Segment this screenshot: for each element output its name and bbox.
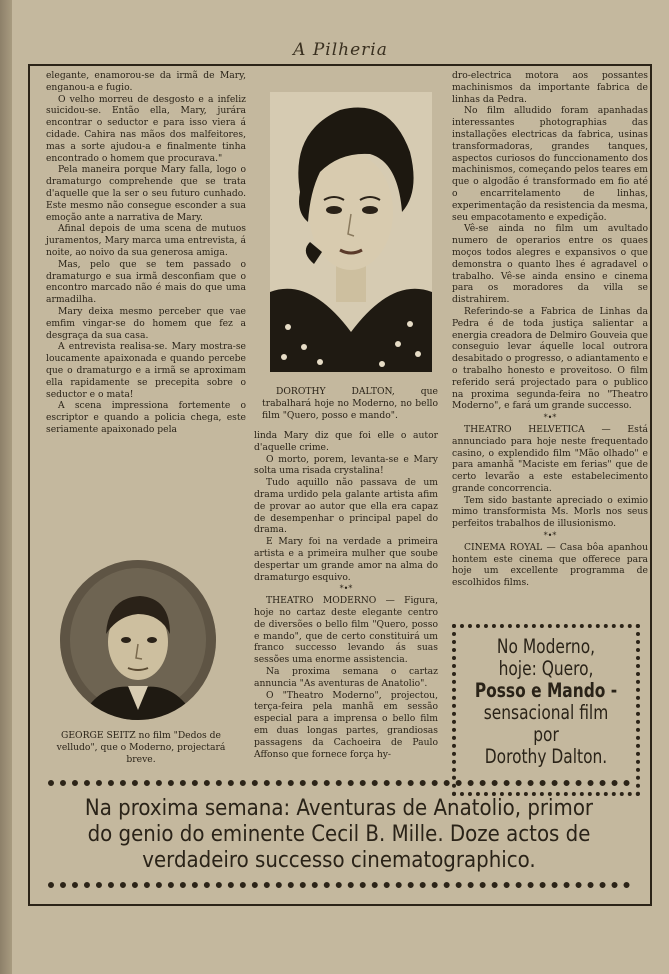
paragraph: No film alludido foram apanhadas interessantes photographias das installações electricas da fabrica, usinas transformadoras, grandes tanques, aspectos curiosos do funccionamento dos machinismos, começando pelos teares em que o algodão é transformado em fio até o encarritelamento de linhas, experimentação da resistencia da mesma, seu empacotamento e expedição.: [452, 105, 648, 223]
next-week-banner: [48, 780, 630, 888]
paragraph: E Mary foi na verdade a primeira artista e a primeira mulher que soube despertar um grande amor na alma do dramaturgo esquivo.: [254, 536, 438, 583]
article-column-3: [452, 70, 648, 589]
theatro-helvetica-text: — Está annunciado para hoje neste frequentado casino, o explendido film "Mão olhado" e para amanhã "Maciste em ferias" que de certo levarão a este estabelecimento grande concorrencia.: [452, 423, 649, 494]
theatro-moderno-text: — Figura, hoje no cartaz deste elegante centro de diversões o bello film "Quero, posso e mando", que de certo constituirá um franco successo levando ás suas sessões uma enorme assistencia.: [254, 595, 438, 666]
article-column-1: [46, 70, 246, 436]
ad-line: Dorothy Dalton.: [484, 745, 608, 768]
banner-line: Na proxima semana: Aventuras de Anatolio, primor: [84, 796, 594, 821]
paragraph: Afinal depois de uma scena de mutuos juramentos, Mary marca uma entrevista, á noite, ao noivo da sua generosa amiga.: [46, 223, 246, 258]
masthead-title: A Pilheria: [293, 40, 388, 60]
paragraph: O "Theatro Moderno", projectou, terça-feira pela manhã em sessão especial para a imprensa o bello film em duas longas partes, grandiosas passagens da Cachoeira de Paulo Affonso que fornece força hy-: [254, 689, 438, 760]
caption-dorothy-dalton: DOROTHY DALTON, que trabalhará hoje no Moderno, no bello film "Quero, posso e mando".: [262, 386, 438, 421]
paragraph: A scena impressiona fortemente o escriptor e quando a policia chega, este seriamente apaixonado pela: [46, 400, 246, 435]
paragraph: Mary deixa mesmo perceber que vae emfim vingar-se do homem que fez a desgraça da sua casa.: [46, 305, 246, 341]
section-separator: *•*: [543, 413, 557, 423]
theatro-helvetica-heading: THEATRO HELVETICA: [464, 423, 585, 435]
portrait-drawing: [270, 92, 432, 372]
paragraph: Mas, pelo que se tem passado o dramaturgo e sua irmã desconfiam que o encontro marcado não é mais do que uma armadilha.: [46, 258, 246, 306]
ad-line: sensacional film: [483, 701, 609, 724]
george-seitz-portrait: [60, 560, 216, 720]
paragraph: elegante, enamorou-se da irmã de Mary, enganou-a e fugio.: [46, 70, 246, 93]
ad-line: hoje: Quero,: [498, 657, 594, 680]
ad-line: por: [533, 723, 559, 746]
paragraph: dro-electrica motora aos possantes machinismos da importante fabrica de linhas da Pedra.: [452, 70, 648, 105]
section-separator: *•*: [339, 584, 353, 594]
book-spine-shadow: [0, 0, 12, 974]
theatro-helvetica-paragraph: [452, 424, 648, 495]
paragraph: Tem sido bastante apreciado o eximio mimo transformista Ms. Morls nos seus perfeitos trabalhos de illusionismo.: [452, 494, 648, 530]
ad-line: No Moderno,: [496, 635, 596, 658]
portrait-drawing: [60, 560, 216, 720]
paragraph: linda Mary diz que foi elle o autor d'aquelle crime.: [254, 430, 438, 453]
cinema-royal-paragraph: [452, 542, 648, 589]
banner-line: do genio do eminente Cecil B. Mille. Doze actos de: [87, 822, 591, 847]
paragraph: Na proxima semana o cartaz annuncia "As aventuras de Anatolio".: [254, 665, 438, 689]
theatro-moderno-paragraph: [254, 595, 438, 666]
section-separator: *•*: [543, 531, 557, 541]
paragraph: Pela maneira porque Mary falla, logo o dramaturgo comprehende que se trata d'aquelle que la ser o seu futuro cunhado. Este mesmo não consegue esconder a sua emoção ante a narrativa de Mary.: [46, 164, 246, 223]
article-column-2: [254, 430, 438, 760]
cinema-royal-text: — Casa bôa apanhou hontem este cinema que offerece para hoje um excellente programma de escolhidos films.: [452, 541, 649, 589]
paragraph: Vê-se ainda no film um avultado numero de operarios entre os quaes moços todos alegres e expansivos o que demonstra o quanto lhes é agradavel o trabalho. Vê-se ainda ensino e cinema para os moradores da villa se distrahirem.: [452, 223, 648, 306]
paragraph: Referindo-se a Fabrica de Linhas da Pedra é de toda justiça salientar a energia creadora de Delmiro Gouveia que conseguio levar áquelle local outrora desabitado o progresso, o adiantamento e o trabalho honesto e proveitoso. O film referido será projectado para o publico na proxima segunda-feira no "Theatro Moderno", e fará um grande successo.: [452, 305, 648, 412]
dorothy-dalton-portrait: [270, 92, 432, 372]
cinema-royal-heading: CINEMA ROYAL: [464, 541, 543, 553]
paragraph: Tudo aquillo não passava de um drama urdido pela galante artista afim de provar ao autor que ella era capaz de desempenhar o principal papel do drama.: [254, 477, 438, 536]
moderno-advertisement-box: [452, 624, 640, 796]
paragraph: A entrevista realisa-se. Mary mostra-se loucamente apaixonada e quando percebe que o dramaturgo e a irmã se aproximam ella rapidamente se precepita sobre o seductor e o mata!: [46, 341, 246, 400]
banner-line: verdadeiro successo cinematographico.: [142, 848, 536, 873]
paragraph: O morto, porem, levanta-se e Mary solta uma risada crystalina!: [254, 453, 438, 477]
theatro-moderno-heading: THEATRO MODERNO: [266, 595, 377, 607]
paragraph: O velho morreu de desgosto e a infeliz suicidou-se. Então ella, Mary, jurára encontrar o seductor e para isso viera á cidade. Cahira nas mãos dos malfeitores, mas a sorte ajudou-a e finalmente tinha encontrado o homem que procurava.": [46, 93, 246, 164]
ad-line: Posso e Mando -: [474, 679, 618, 702]
caption-george-seitz: GEORGE SEITZ no film "Dedos de velludo", que o Moderno, projectará breve.: [56, 730, 226, 765]
